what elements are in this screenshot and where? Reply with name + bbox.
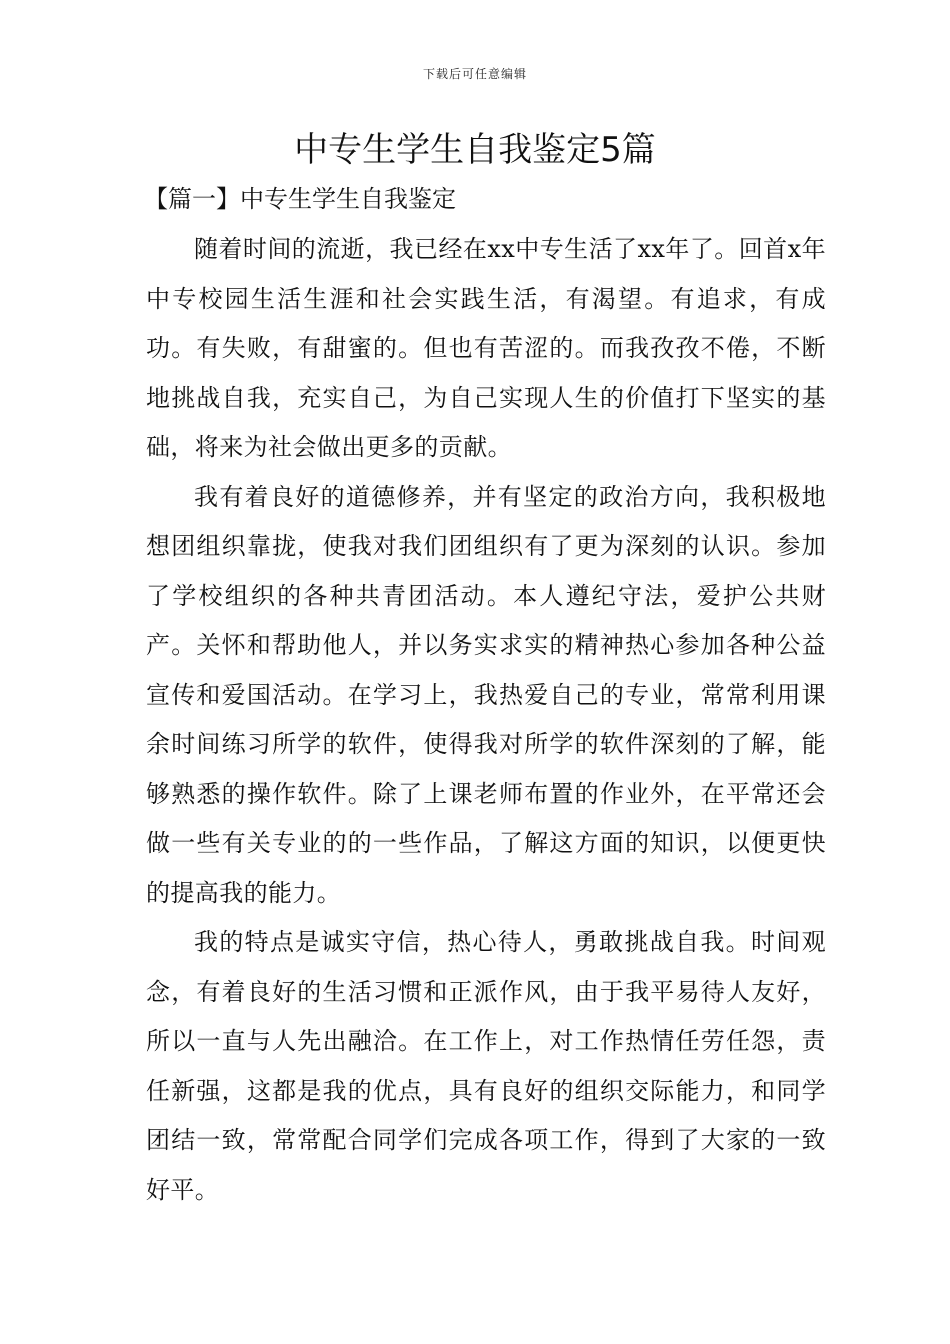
paragraph: 我的特点是诚实守信，热心待人，勇敢挑战自我。时间观念，有着良好的生活习惯和正派作风，由于我平易待人友好，所以一直与人先出融洽。在工作上，对工作热情任劳任怨，责任新强，这都是我的优点，具有良好的组织交际能力，和同学团结一致，常常配合同学们完成各项工作，得到了大家的一致好平。 <box>146 928 826 1204</box>
document-title: 中专生学生自我鉴定5篇 <box>294 130 656 170</box>
paragraph: 随着时间的流逝，我已经在xx中专生活了xx年了。回首x年中专校园生活生涯和社会实践生活，有渴望。有追求，有成功。有失败，有甜蜜的。但也有苦涩的。而我孜孜不倦，不断地挑战自我，充实自己，为自己实现人生的价值打下坚实的基础，将来为社会做出更多的贡献。 <box>146 235 826 461</box>
paragraph: 我有着良好的道德修养，并有坚定的政治方向，我积极地想团组织靠拢，使我对我们团组织有了更为深刻的认识。参加了学校组织的各种共青团活动。本人遵纪守法，爱护公共财产。关怀和帮助他人，并以务实求实的精神热心参加各种公益宣传和爱国活动。在学习上，我热爱自己的专业，常常利用课余时间练习所学的软件，使得我对所学的软件深刻的了解，能够熟悉的操作软件。除了上课老师布置的作业外，在平常还会做一些有关专业的的一些作品，了解这方面的知识，以便更快的提高我的能力。 <box>146 482 826 907</box>
header-note: 下载后可任意编辑 <box>422 67 527 81</box>
section-heading: 【篇一】中专生学生自我鉴定 <box>144 185 456 213</box>
body-text <box>146 225 826 1215</box>
